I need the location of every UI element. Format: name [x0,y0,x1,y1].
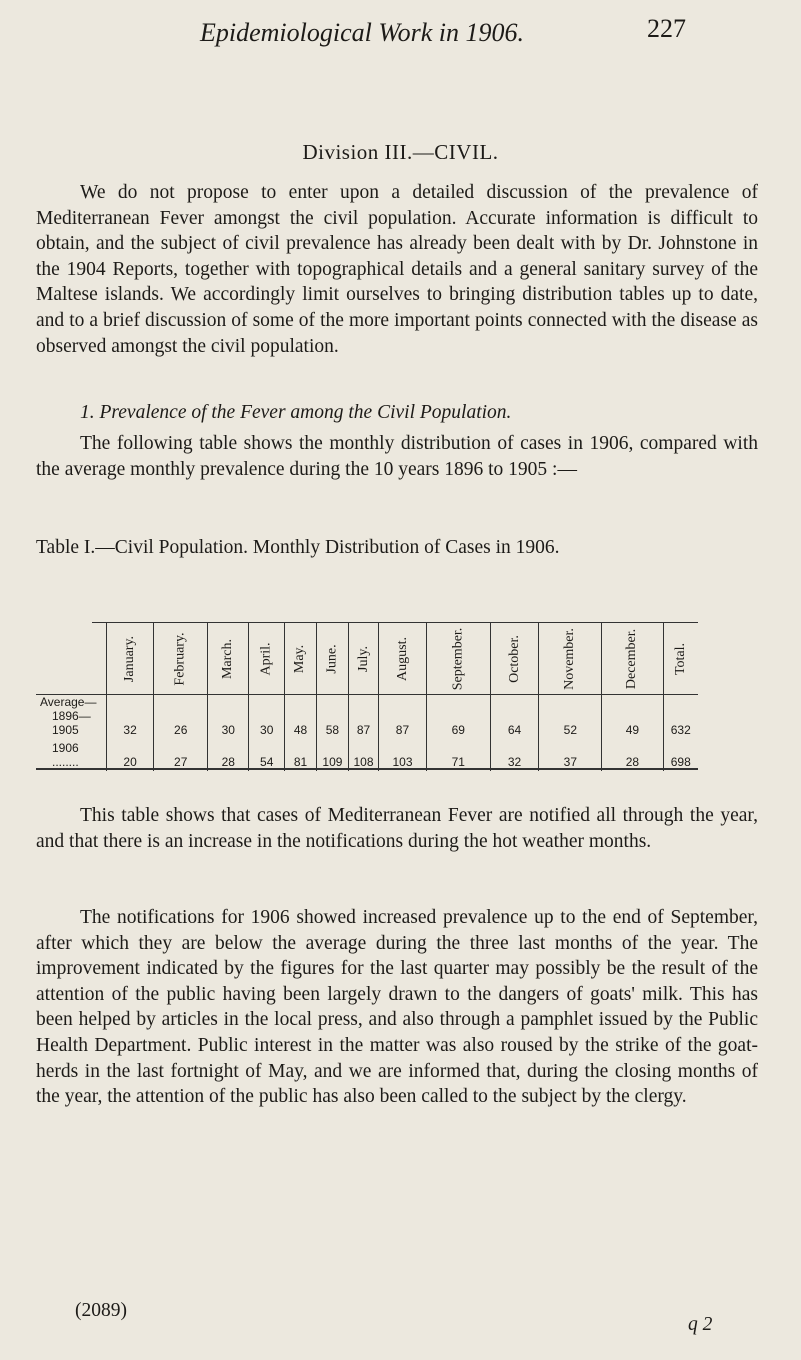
col-header: June. [316,622,348,694]
table-cell: 30 [249,694,285,739]
signature-mark: q 2 [688,1314,713,1335]
paragraph-2-text: The following table shows the monthly distribution of cases in 1906, compared with the average monthly prevalence during the 10 years 1896 to 1905 :— [36,433,758,480]
row-label-line1: Average— [40,694,97,709]
table-cell: 32 [107,694,154,739]
table-cell: 698 [663,739,698,771]
col-header: October. [490,622,539,694]
table-cell: 632 [663,694,698,739]
col-header: July. [349,622,379,694]
col-header: January. [107,622,154,694]
division-heading: Division III.—CIVIL. [302,140,499,164]
col-header: September. [426,622,490,694]
table-cell: 28 [208,739,249,771]
table-cell: 20 [107,739,154,771]
paragraph-4 [36,905,758,1110]
table-cell: 58 [316,694,348,739]
paragraph-4-text: The notifications for 1906 showed increased prevalence up to the end of September, after which they are below the average during the three last months of the year. The improvement indicated by the figures for the last quarter may possibly be the result of the attention of the public having been largely drawn to the dangers of goats' milk. This has been helped by articles in the local press, and also through a pamphlet issued by the Public Health Department. Public interest in the matter was also roused by the strike of the goat-herds in the last fortnight of May, and we are informed that, during the closing months of the year, the attention of the public has also been called to the subject by the clergy. [36,907,758,1108]
paragraph-3-text: This table shows that cases of Mediterranean Fever are notified all through the year, and that there is an increase in the notifications during the hot weather months. [36,805,758,852]
col-header: August. [378,622,426,694]
table-cell: 37 [539,739,602,771]
running-head-title: Epidemiological Work in 1906. [200,18,525,47]
table-cell: 54 [249,739,285,771]
table-cell: 32 [490,739,539,771]
table-cell: 81 [285,739,317,771]
col-header: April. [249,622,285,694]
table-cell: 48 [285,694,317,739]
table-cell: 49 [602,694,663,739]
footer-number: (2089) [75,1300,127,1321]
table-cell: 109 [316,739,348,771]
table-caption: Table I.—Civil Population. Monthly Distribution of Cases in 1906. [36,537,560,558]
table-cell: 103 [378,739,426,771]
table-cell: 87 [349,694,379,739]
table-row [36,694,698,739]
table-cell: 26 [154,694,208,739]
paragraph-1-text: We do not propose to enter upon a detailed discussion of the prevalence of Mediterranean Fever amongst the civil population. Accurate information is difficult to obtain, and the subject of civil prevalence has already been dealt with by Dr. Johnstone in the 1904 Reports, together with topographical details and a general sanitary survey of the Maltese islands. We accordingly limit ourselves to bringing distribution tables up to date, and to a brief discussion of some of the more important points connected with the disease as observed amongst the civil population. [36,182,758,357]
table-cell: 28 [602,739,663,771]
col-header: November. [539,622,602,694]
table-cell: 52 [539,694,602,739]
table-top-rule [92,622,698,623]
monthly-distribution-table [36,622,698,770]
page-number: 227 [647,14,686,43]
row-label [36,694,107,739]
col-header: May. [285,622,317,694]
table-cell: 108 [349,739,379,771]
paragraph-3 [36,803,758,854]
row-label-line2: 1896—1905 [52,708,91,737]
row-label [36,739,107,771]
paragraph-1 [36,180,758,359]
header-stub [36,622,107,694]
table-bottom-rule [36,768,698,770]
col-header: Total. [663,622,698,694]
section-heading: 1. Prevalence of the Fever among the Civil Population. [80,402,512,423]
table-cell: 71 [426,739,490,771]
table-cell: 30 [208,694,249,739]
table-header-row [36,622,698,694]
table-row [36,739,698,771]
col-header: March. [208,622,249,694]
table-cell: 27 [154,739,208,771]
paragraph-2 [36,431,758,482]
running-head [200,8,720,48]
table-cell: 64 [490,694,539,739]
row-label-line2: 1906 ........ [52,740,79,769]
table-cell: 87 [378,694,426,739]
col-header: December. [602,622,663,694]
table-cell: 69 [426,694,490,739]
col-header: February. [154,622,208,694]
